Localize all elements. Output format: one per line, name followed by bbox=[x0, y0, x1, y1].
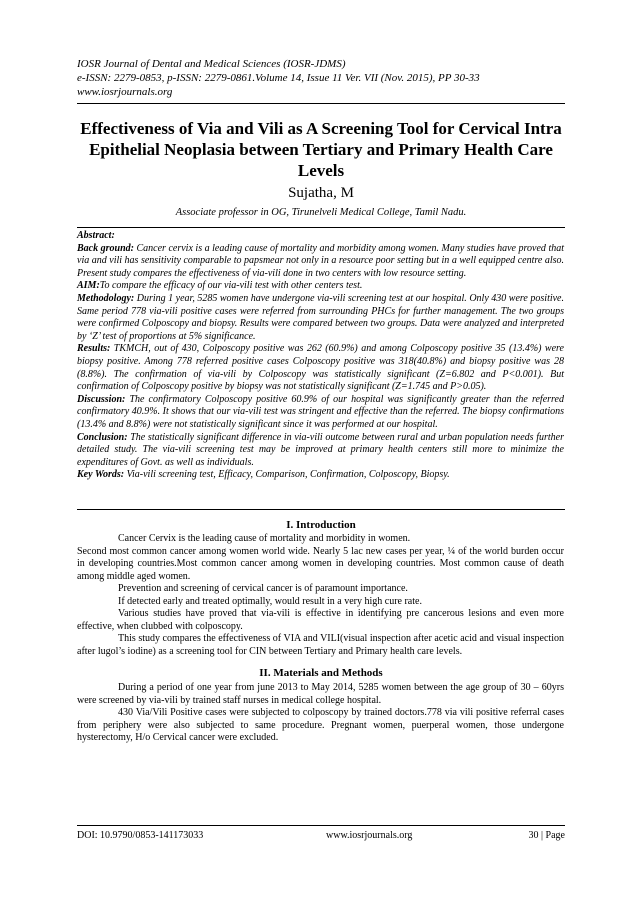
discussion-label: Discussion: bbox=[77, 393, 126, 405]
paragraph: Prevention and screening of cervical cancer is of paramount importance. bbox=[118, 583, 408, 594]
abstract-background bbox=[77, 243, 564, 281]
footer-rule bbox=[77, 825, 565, 826]
footer-doi: DOI: 10.9790/0853-141173033 bbox=[77, 830, 204, 841]
paragraph: 430 Via/Vili Positive cases were subjected to colposcopy by trained doctors.778 via vili positive referral cases from periphery were also subjected to same procedure. Pregnant women, puerperal women, those undergone hysterectomy, H/o Cervical cancer were excluded. bbox=[77, 707, 564, 743]
discussion-text: The confirmatory Colposcopy positive 60.9% of our hospital was significantly greater than the referred confirmatory 40.9%. It shows that our via-vili test was stringent and effective than the referred. The biopsy confirmations (13.4% and 8.8%) were not statistically significant since it was performed at our hospital. bbox=[77, 393, 564, 430]
methods-heading: II. Materials and Methods bbox=[259, 667, 383, 679]
results-label: Results: bbox=[77, 343, 111, 355]
paragraph: During a period of one year from june 2013 to May 2014, 5285 women between the age group of 30 – 60yrs were screened by via-vili by trained staff nurses in medical college hospital. bbox=[77, 682, 564, 706]
conclusion-text: The statistically significant difference in via-vili outcome between rural and urban population needs further detailed study. The via-vili screening test may be improved at primary health centers still more to minimize the expenditures of Govt. as well as individuals. bbox=[77, 431, 564, 468]
conclusion-label: Conclusion: bbox=[77, 431, 128, 443]
keywords-text: Via-vili screening test, Efficacy, Comparison, Confirmation, Colposcopy, Biopsy. bbox=[124, 469, 450, 481]
paragraph: Second most common cancer among women world wide. Nearly 5 lac new cases per year, ¼ of the world burden occur in developing countries.Most common cancer among women in developing countries. Most common cause of death among middle aged women. bbox=[77, 545, 564, 582]
abstract-discussion bbox=[77, 394, 564, 432]
abstract-methodology bbox=[77, 293, 564, 343]
abstract-bottom-rule bbox=[77, 509, 565, 510]
abstract-results bbox=[77, 343, 564, 393]
background-text: Cancer cervix is a leading cause of mortality and morbidity among women. Many studies have proved that via and vili has sensitivity comparable to papsmear not only in a resource poor setting but in a well equipped centre also. Present study compares the effectiveness of via-vili done in two centers with low resource setting. bbox=[77, 242, 564, 279]
abstract bbox=[77, 230, 564, 482]
paper-title: Effectiveness of Via and Vili as A Screening Tool for Cervical Intra Epithelial Neoplasia between Tertiary and Primary Health Care Levels bbox=[80, 119, 562, 180]
introduction-heading: I. Introduction bbox=[286, 519, 356, 531]
abstract-keywords bbox=[77, 469, 564, 482]
abstract-top-rule bbox=[77, 227, 565, 228]
paragraph: Cancer Cervix is the leading cause of mortality and morbidity in women. bbox=[118, 533, 411, 544]
journal-url: www.iosrjournals.org bbox=[77, 86, 173, 98]
methodology-label: Methodology: bbox=[77, 292, 135, 304]
results-text: TKMCH, out of 430, Colposcopy positive was 262 (60.9%) and among Colposcopy positive 35 (13.4%) were biopsy positive. Among 778 referred positive cases Colposcopy positive was 318(40.8%) and biopsy positive was 28 (8.8%). The confirmation of via-vili by Colposcopy was statistically significant (Z=6.802 and P<0.001). But confirmation of Colposcopy positive by biopsy was not statistically significant (Z=1.745 and P>0.05). bbox=[77, 343, 564, 393]
introduction-body bbox=[77, 533, 564, 658]
keywords-label: Key Words: bbox=[77, 469, 125, 481]
paragraph: Various studies have proved that via-vili is effective in identifying pre cancerous lesions and even more effective, when clubbed with colposcopy. bbox=[77, 608, 564, 632]
author-name: Sujatha, M bbox=[288, 185, 354, 201]
methods-body bbox=[77, 682, 564, 745]
abstract-aim bbox=[77, 280, 564, 293]
abstract-conclusion bbox=[77, 432, 564, 470]
author-affiliation: Associate professor in OG, Tirunelveli Medical College, Tamil Nadu. bbox=[175, 207, 467, 218]
aim-text: To compare the efficacy of our via-vili test with other centers test. bbox=[99, 280, 363, 292]
aim-label: AIM: bbox=[77, 280, 100, 292]
paragraph: This study compares the effectiveness of VIA and VILI(visual inspection after acetic acid and visual inspection after lugol’s iodine) as a screening tool for CIN between Tertiary and Primary health care levels. bbox=[77, 633, 564, 657]
footer-page-number: 30 | Page bbox=[528, 830, 565, 841]
methodology-text: During 1 year, 5285 women have undergone via-vili screening test at our hospital. Only 430 were positive. Same period 778 via-vili positive cases were referred from surrounding PHCs for further management. The two groups were confirmed Colposcopy and biopsy. Results were compared between two groups. Data were analyzed and interpreted by ‘Z’ test of proportions at 5% significance. bbox=[77, 292, 564, 342]
abstract-heading: Abstract: bbox=[77, 230, 115, 241]
footer-website: www.iosrjournals.org bbox=[326, 830, 413, 841]
journal-header bbox=[77, 57, 567, 99]
journal-name: IOSR Journal of Dental and Medical Sciences (IOSR-JDMS) bbox=[77, 58, 346, 70]
header-rule bbox=[77, 103, 565, 104]
journal-issn: e-ISSN: 2279-0853, p-ISSN: 2279-0861.Volume 14, Issue 11 Ver. VII (Nov. 2015), PP 30-33 bbox=[77, 72, 480, 84]
paragraph: If detected early and treated optimally, would result in a very high cure rate. bbox=[118, 595, 422, 607]
background-label: Back ground: bbox=[77, 242, 134, 254]
